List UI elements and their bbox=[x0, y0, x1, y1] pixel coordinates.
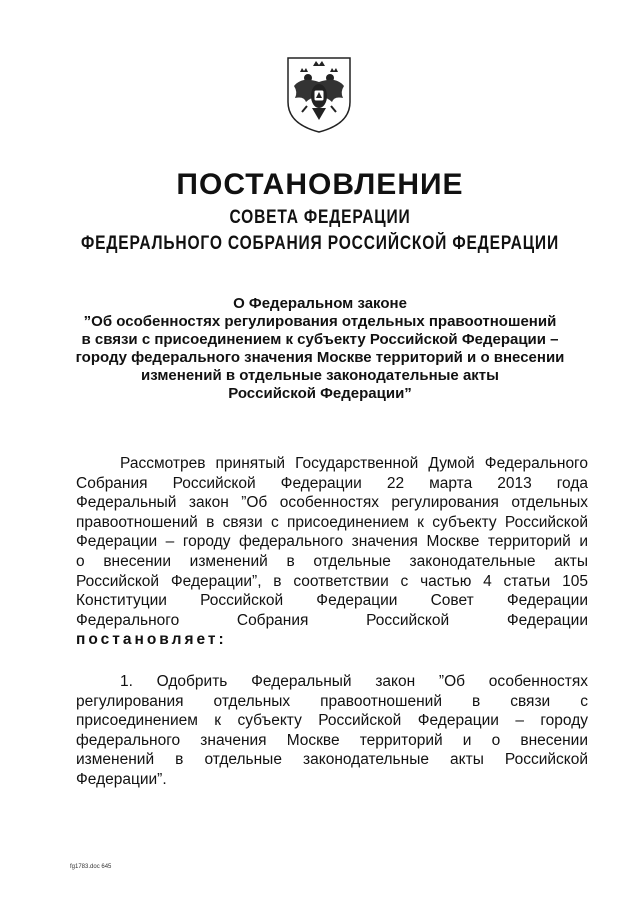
subject-line: ”Об особенностях регулирования отдельных правоотношений bbox=[83, 313, 557, 330]
paragraph-line: Федеральный закон ”Об особенностях регулирования отдельных bbox=[76, 494, 588, 512]
document-title: ПОСТАНОВЛЕНИЕ bbox=[176, 168, 464, 201]
paragraph-line: правоотношений в связи с присоединением к субъекту Российской bbox=[76, 513, 588, 531]
paragraph-line: присоединением к субъекту Российской Федерации – городу bbox=[76, 712, 588, 730]
paragraph-line: Российской Федерации”, в соответствии с частью 4 статьи 105 bbox=[76, 572, 588, 590]
subject-line: изменений в отдельные законодательные акты bbox=[141, 367, 499, 384]
document-subtitle-line1: СОВЕТА ФЕДЕРАЦИИ bbox=[229, 207, 411, 228]
paragraph-line: Рассмотрев принятый Государственной Думой Федерального bbox=[120, 455, 588, 472]
preamble-paragraph bbox=[76, 454, 588, 650]
paragraph-line: 1. Одобрить Федеральный закон ”Об особенностях bbox=[120, 673, 588, 690]
paragraph-line: Собрания Российской Федерации 22 марта 2013 года bbox=[76, 474, 588, 492]
paragraph-line: Федерации”. bbox=[76, 770, 167, 788]
resolves-word: постановляет: bbox=[76, 631, 227, 649]
file-reference: fg1783.doc 645 bbox=[70, 864, 112, 870]
subject-line: в связи с присоединением к субъекту Российской Федерации – bbox=[81, 331, 559, 348]
paragraph-line: федерального значения Москве территорий и о внесении bbox=[76, 731, 588, 749]
paragraph-line: изменений в отдельные законодательные акты Российской bbox=[76, 751, 588, 769]
resolution-item-1 bbox=[76, 672, 588, 790]
paragraph-line: Федерального Собрания Российской Федерации bbox=[76, 611, 588, 629]
subject-line: городу федерального значения Москве территорий и о внесении bbox=[75, 349, 565, 366]
paragraph-line: Федерации – городу федерального значения Москве территорий и bbox=[76, 533, 588, 551]
paragraph-line: о внесении изменений в отдельные законодательные акты bbox=[76, 552, 588, 570]
coat-of-arms-icon bbox=[282, 52, 356, 136]
document-subject bbox=[50, 295, 590, 403]
paragraph-line: Конституции Российской Федерации Совет Федерации bbox=[76, 592, 588, 610]
paragraph-line: регулирования отдельных правоотношений в связи с bbox=[76, 692, 588, 710]
subject-line: О Федеральном законе bbox=[233, 295, 407, 312]
subject-line: Российской Федерации” bbox=[228, 385, 412, 402]
document-subtitle-line2: ФЕДЕРАЛЬНОГО СОБРАНИЯ РОССИЙСКОЙ ФЕДЕРАЦИИ bbox=[81, 233, 559, 254]
